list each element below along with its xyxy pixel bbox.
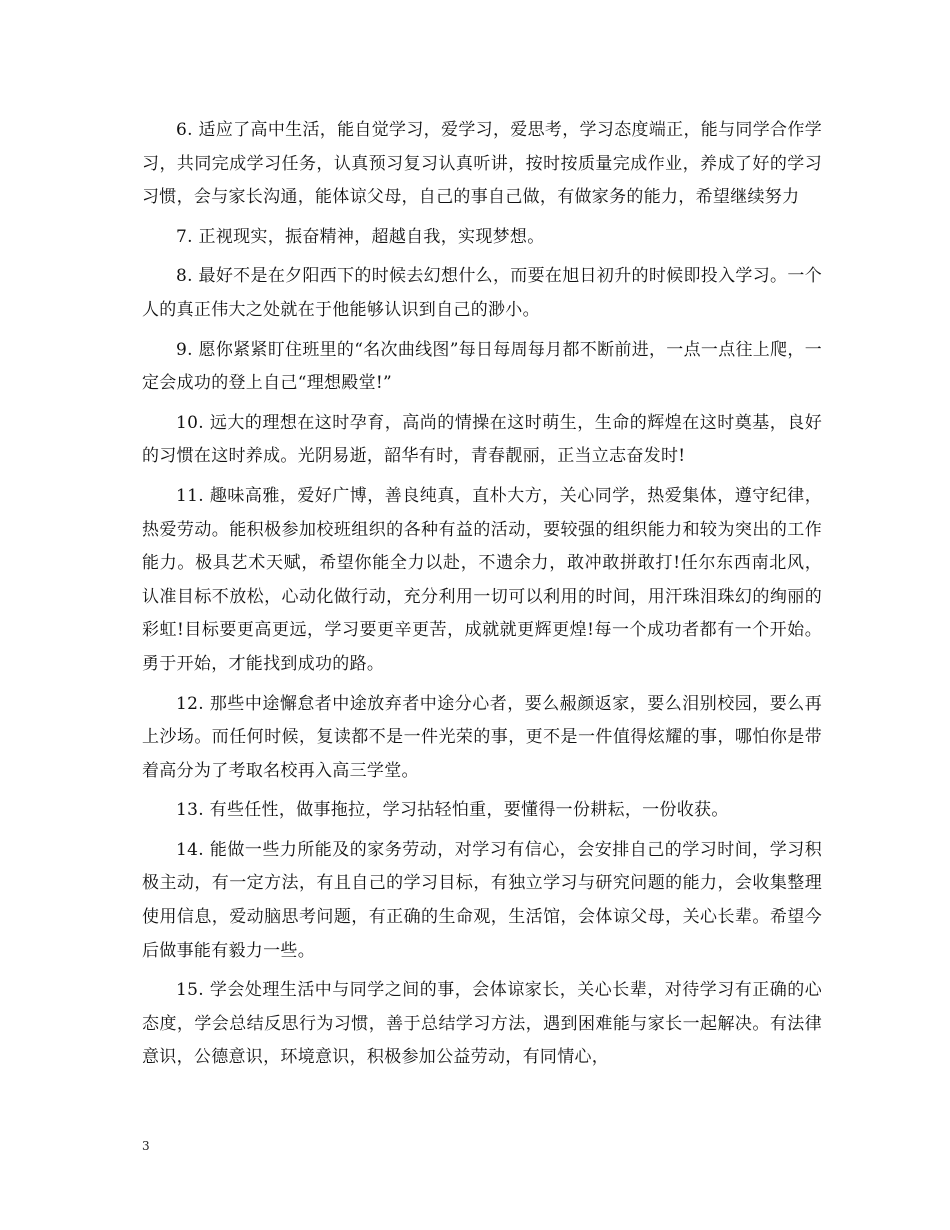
page-number: 3 (142, 1139, 150, 1153)
paragraph-item-13: 13. 有些任性，做事拖拉，学习拈轻怕重，要懂得一份耕耘，一份收获。 (176, 800, 729, 821)
paragraph-item-11: 11. 趣味高雅，爱好广博，善良纯真，直朴大方，关心同学，热爱集体，遵守纪律，热爱劳动。能积极参加校班组织的各种有益的活动，要较强的组织能力和较为突出的工作能力。极具艺术天赋，希望你能全力以赴，不遗余力，敢冲敢拼敢打!任尔东西南北风，认准目标不放松，心动化做行动，充分利用一切可以利用的时间，用汗珠泪珠幻的绚丽的彩虹!目标要更高更远，学习要更辛更苦，成就就更辉更煌!每一个成功者都有一个开始。勇于开始，才能找到成功的路。 (142, 485, 822, 674)
paragraph-item-6: 6. 适应了高中生活，能自觉学习，爱学习，爱思考，学习态度端正，能与同学合作学习，共同完成学习任务，认真预习复习认真听讲，按时按质量完成作业，养成了好的学习习惯，会与家长沟通，能体谅父母，自己的事自己做，有做家务的能力，希望继续努力 (142, 120, 822, 208)
paragraph-item-9: 9. 愿你紧紧盯住班里的“名次曲线图”每日每周每月都不断前进，一点一点往上爬，一定会成功的登上自己“理想殿堂!” (142, 339, 823, 394)
paragraph-item-14: 14. 能做一些力所能及的家务劳动，对学习有信心，会安排自己的学习时间，学习积极主动，有一定方法，有且自己的学习目标，有独立学习与研究问题的能力，会收集整理使用信息，爱动脑思考问题，有正确的生命观，生活馆，会体谅父母，关心长辈。希望今后做事能有毅力一些。 (142, 839, 822, 961)
paragraph-item-10: 10. 远大的理想在这时孕育，高尚的情操在这时萌生，生命的辉煌在这时奠基，良好的习惯在这时养成。光阴易逝，韶华有时，青春靓丽，正当立志奋发时! (142, 412, 822, 467)
document-body (142, 114, 822, 1081)
paragraph-item-12: 12. 那些中途懈怠者中途放弃者中途分心者，要么赧颜返家，要么泪别校园，要么再上沙场。而任何时候，复读都不是一件光荣的事，更不是一件值得炫耀的事，哪怕你是带着高分为了考取名校再入高三学堂。 (142, 693, 822, 781)
paragraph-item-7: 7. 正视现实，振奋精神，超越自我，实现梦想。 (176, 226, 545, 247)
paragraph-item-15: 15. 学会处理生活中与同学之间的事，会体谅家长，关心长辈，对待学习有正确的心态度，学会总结反思行为习惯，善于总结学习方法，遇到困难能与家长一起解决。有法律意识，公德意识，环境意识，积极参加公益劳动，有同情心， (142, 980, 822, 1068)
paragraph-item-8: 8. 最好不是在夕阳西下的时候去幻想什么，而要在旭日初升的时候即投入学习。一个人的真正伟大之处就在于他能够认识到自己的渺小。 (142, 266, 822, 320)
